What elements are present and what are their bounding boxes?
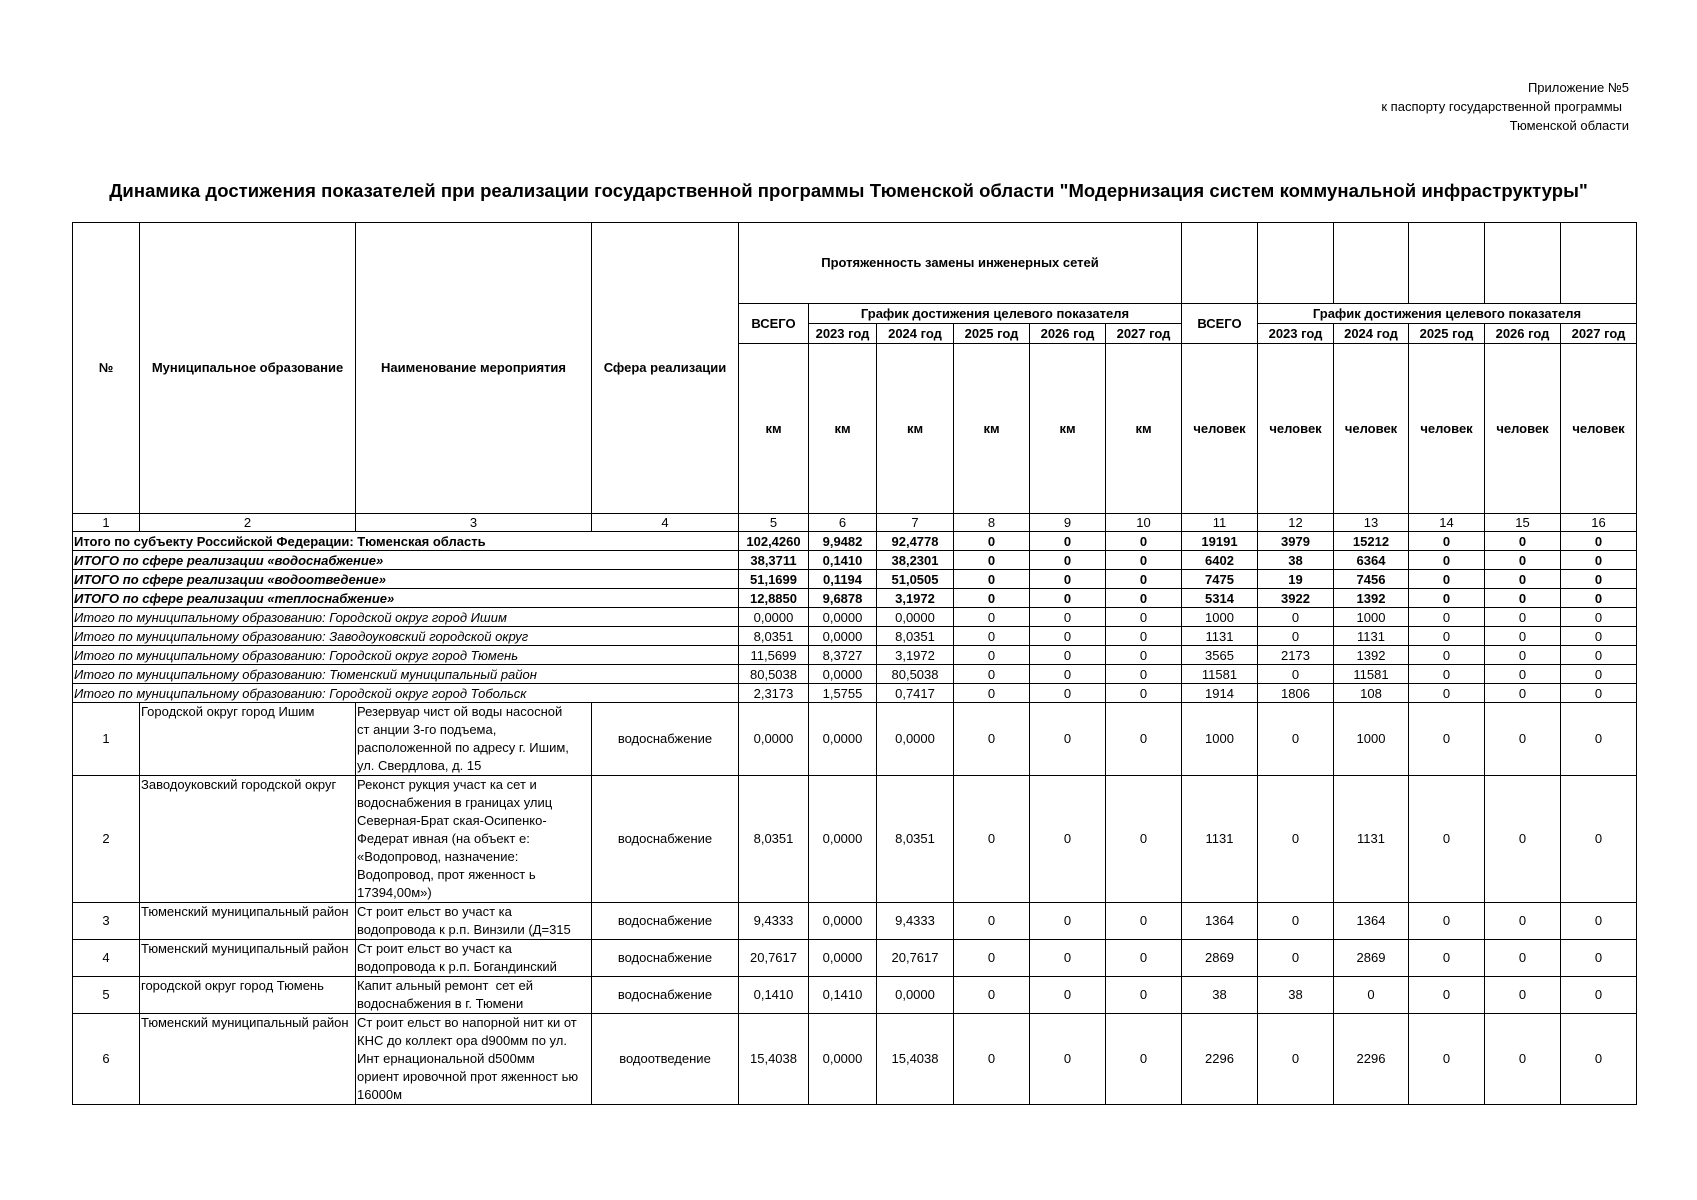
row-num: 6: [73, 1014, 140, 1105]
summary-value: 0: [1106, 665, 1182, 684]
row-value: 0: [1030, 776, 1106, 903]
summary-value: 0: [954, 665, 1030, 684]
summary-value: 0: [1485, 589, 1561, 608]
table-row: [73, 1014, 1637, 1105]
row-value: 0: [954, 776, 1030, 903]
summary-value: 80,5038: [877, 665, 954, 684]
header-year-people: 2023 год: [1258, 324, 1334, 344]
row-value: 1364: [1182, 903, 1258, 940]
header-empty-cell: [1485, 223, 1561, 304]
summary-value: 1392: [1334, 589, 1409, 608]
summary-value: 0: [1030, 627, 1106, 646]
column-number: 2: [140, 514, 356, 532]
summary-value: 0: [1485, 570, 1561, 589]
summary-label: Итого по муниципальному образованию: Заводоуковский городской округ: [73, 627, 739, 646]
summary-value: 0: [1409, 551, 1485, 570]
row-value: 0: [1485, 977, 1561, 1014]
column-number: 3: [356, 514, 592, 532]
summary-value: 8,0351: [877, 627, 954, 646]
header-sphere: Сфера реализации: [592, 223, 739, 514]
column-number: 15: [1485, 514, 1561, 532]
row-value: 0: [954, 977, 1030, 1014]
row-value: 0: [1106, 1014, 1182, 1105]
summary-label: Итого по муниципальному образованию: Городской округ город Тюмень: [73, 646, 739, 665]
unit-people: человек: [1409, 344, 1485, 514]
row-value: 1364: [1334, 903, 1409, 940]
row-value: 15,4038: [739, 1014, 809, 1105]
row-sphere: водоснабжение: [592, 703, 739, 776]
column-number: 13: [1334, 514, 1409, 532]
column-number: 9: [1030, 514, 1106, 532]
summary-value: 92,4778: [877, 532, 954, 551]
row-value: 0: [1106, 940, 1182, 977]
annex-line-3: Тюменской области: [1509, 118, 1629, 133]
summary-value: 0: [1561, 665, 1637, 684]
annex-line-1: Приложение №5: [1527, 80, 1629, 95]
row-value: 20,7617: [739, 940, 809, 977]
row-sphere: водоснабжение: [592, 903, 739, 940]
row-value: 0: [954, 1014, 1030, 1105]
column-number: 16: [1561, 514, 1637, 532]
row-value: 0,0000: [809, 1014, 877, 1105]
summary-value: 0: [1561, 627, 1637, 646]
summary-value: 0: [1409, 646, 1485, 665]
row-activity: Ст роит ельст во напорной нит ки от КНС до коллект ора d900мм по ул. Инт ернациональной d500мм ориент ировочной прот яженност ью 16000м: [356, 1014, 592, 1105]
row-value: 0: [1030, 940, 1106, 977]
summary-value: 0: [1106, 646, 1182, 665]
unit-km: км: [877, 344, 954, 514]
row-value: 0: [1258, 903, 1334, 940]
summary-value: 0,1410: [809, 551, 877, 570]
row-value: 9,4333: [739, 903, 809, 940]
header-schedule-people: График достижения целевого показателя: [1258, 304, 1637, 324]
row-value: 0: [1485, 903, 1561, 940]
summary-value: 0: [1030, 665, 1106, 684]
row-value: 0: [1561, 1014, 1637, 1105]
row-value: 0: [1561, 977, 1637, 1014]
summary-value: 0,0000: [809, 627, 877, 646]
summary-value: 0,7417: [877, 684, 954, 703]
summary-value: 8,0351: [739, 627, 809, 646]
summary-value: 0: [1485, 608, 1561, 627]
header-schedule-km: График достижения целевого показателя: [809, 304, 1182, 324]
summary-value: 11,5699: [739, 646, 809, 665]
header-empty-cell: [1182, 223, 1258, 304]
row-activity: Ст роит ельст во участ ка водопровода к р.п. Богандинский: [356, 940, 592, 977]
summary-value: 1392: [1334, 646, 1409, 665]
row-value: 0: [1561, 903, 1637, 940]
header-year-people: 2025 год: [1409, 324, 1485, 344]
summary-value: 0: [954, 589, 1030, 608]
summary-value: 0: [1485, 532, 1561, 551]
row-value: 0: [1409, 903, 1485, 940]
row-value: 0,0000: [809, 776, 877, 903]
document-title: Динамика достижения показателей при реализации государственной программы Тюменской области "Модернизация систем коммунальной инфраструктуры": [109, 180, 1588, 201]
summary-value: 0: [954, 684, 1030, 703]
row-value: 0,1410: [739, 977, 809, 1014]
summary-value: 80,5038: [739, 665, 809, 684]
summary-value: 0: [1409, 589, 1485, 608]
header-year-km: 2024 год: [877, 324, 954, 344]
row-value: 0: [1485, 940, 1561, 977]
summary-label: Итого по субъекту Российской Федерации: Тюменская область: [73, 532, 739, 551]
row-sphere: водоснабжение: [592, 776, 739, 903]
column-number: 10: [1106, 514, 1182, 532]
summary-label: Итого по муниципальному образованию: Тюменский муниципальный район: [73, 665, 739, 684]
header-group-km: Протяженность замены инженерных сетей: [739, 223, 1182, 304]
unit-people: человек: [1182, 344, 1258, 514]
header-year-people: 2026 год: [1485, 324, 1561, 344]
summary-value: 3922: [1258, 589, 1334, 608]
row-value: 8,0351: [739, 776, 809, 903]
summary-value: 51,1699: [739, 570, 809, 589]
row-value: 0: [1030, 703, 1106, 776]
column-number: 6: [809, 514, 877, 532]
summary-value: 11581: [1334, 665, 1409, 684]
unit-people: человек: [1334, 344, 1409, 514]
row-value: 0: [1409, 776, 1485, 903]
row-value: 0: [1409, 977, 1485, 1014]
summary-value: 0: [1561, 646, 1637, 665]
summary-value: 108: [1334, 684, 1409, 703]
row-value: 0: [1409, 940, 1485, 977]
header-year-people: 2027 год: [1561, 324, 1637, 344]
table-row: [73, 903, 1637, 940]
summary-value: 0: [1409, 627, 1485, 646]
row-num: 2: [73, 776, 140, 903]
row-municipality: городской округ город Тюмень: [140, 977, 356, 1014]
sphere-total-row: [73, 551, 1637, 570]
row-value: 0: [1258, 1014, 1334, 1105]
row-value: 0: [1030, 1014, 1106, 1105]
summary-value: 0: [1106, 589, 1182, 608]
summary-value: 0,0000: [739, 608, 809, 627]
row-value: 0,1410: [809, 977, 877, 1014]
header-empty-cell: [1334, 223, 1409, 304]
indicators-table: [72, 222, 1637, 1105]
row-value: 0: [1258, 703, 1334, 776]
summary-value: 1131: [1182, 627, 1258, 646]
summary-value: 0: [1561, 551, 1637, 570]
summary-value: 0: [1485, 551, 1561, 570]
row-num: 3: [73, 903, 140, 940]
row-value: 0: [1485, 1014, 1561, 1105]
column-number-row: [73, 514, 1637, 532]
row-value: 0: [954, 940, 1030, 977]
sphere-total-row: [73, 570, 1637, 589]
row-value: 0,0000: [877, 977, 954, 1014]
summary-value: 0,0000: [809, 665, 877, 684]
row-value: 1000: [1334, 703, 1409, 776]
row-value: 0: [1485, 703, 1561, 776]
summary-value: 2,3173: [739, 684, 809, 703]
summary-value: 0: [1258, 665, 1334, 684]
row-activity: Капит альный ремонт сет ей водоснабжения в г. Тюмени: [356, 977, 592, 1014]
header-total-km: ВСЕГО: [739, 304, 809, 344]
row-municipality: Тюменский муниципальный район: [140, 940, 356, 977]
summary-value: 8,3727: [809, 646, 877, 665]
summary-value: 1000: [1182, 608, 1258, 627]
unit-km: км: [1106, 344, 1182, 514]
summary-value: 0: [1561, 684, 1637, 703]
row-num: 5: [73, 977, 140, 1014]
row-value: 0: [954, 703, 1030, 776]
annex-line-2: к паспорту государственной программы: [1381, 99, 1622, 114]
row-value: 0,0000: [809, 903, 877, 940]
row-activity: Ст роит ельст во участ ка водопровода к р.п. Винзили (Д=315: [356, 903, 592, 940]
summary-value: 0: [1258, 608, 1334, 627]
row-value: 1000: [1182, 703, 1258, 776]
summary-value: 0: [1030, 532, 1106, 551]
row-value: 0: [1409, 703, 1485, 776]
summary-value: 0: [1030, 551, 1106, 570]
unit-km: км: [1030, 344, 1106, 514]
summary-value: 15212: [1334, 532, 1409, 551]
row-value: 0: [1485, 776, 1561, 903]
column-number: 12: [1258, 514, 1334, 532]
header-empty-cell: [1561, 223, 1637, 304]
row-value: 38: [1258, 977, 1334, 1014]
unit-km: км: [739, 344, 809, 514]
row-value: 0: [1561, 776, 1637, 903]
header-total-people: ВСЕГО: [1182, 304, 1258, 344]
header-activity: Наименование мероприятия: [356, 223, 592, 514]
row-sphere: водоснабжение: [592, 940, 739, 977]
total-row: [73, 532, 1637, 551]
row-value: 0: [1561, 703, 1637, 776]
summary-value: 1,5755: [809, 684, 877, 703]
row-value: 0: [1258, 940, 1334, 977]
summary-value: 0,0000: [809, 608, 877, 627]
annex-note: [1381, 78, 1629, 135]
summary-value: 0: [1485, 646, 1561, 665]
summary-value: 6364: [1334, 551, 1409, 570]
summary-value: 0: [954, 627, 1030, 646]
summary-value: 3,1972: [877, 646, 954, 665]
summary-value: 2173: [1258, 646, 1334, 665]
unit-people: человек: [1258, 344, 1334, 514]
summary-value: 6402: [1182, 551, 1258, 570]
column-number: 14: [1409, 514, 1485, 532]
summary-label: ИТОГО по сфере реализации «водоснабжение»: [73, 551, 739, 570]
column-number: 7: [877, 514, 954, 532]
row-value: 0: [1334, 977, 1409, 1014]
summary-value: 1000: [1334, 608, 1409, 627]
column-number: 8: [954, 514, 1030, 532]
column-number: 1: [73, 514, 140, 532]
row-sphere: водоснабжение: [592, 977, 739, 1014]
row-activity: Реконст рукция участ ка сет и водоснабжения в границах улиц Северная-Брат ская-Осипенко- Федерат ивная (на объект е: «Водопровод, назначение: Водопровод, прот яженност ь 17394,00м»): [356, 776, 592, 903]
header-year-km: 2025 год: [954, 324, 1030, 344]
summary-label: ИТОГО по сфере реализации «водоотведение»: [73, 570, 739, 589]
summary-value: 12,8850: [739, 589, 809, 608]
row-value: 20,7617: [877, 940, 954, 977]
summary-value: 38: [1258, 551, 1334, 570]
summary-label: ИТОГО по сфере реализации «теплоснабжение»: [73, 589, 739, 608]
row-value: 2296: [1182, 1014, 1258, 1105]
summary-value: 0: [1030, 684, 1106, 703]
summary-value: 0: [1106, 627, 1182, 646]
summary-value: 0: [954, 570, 1030, 589]
row-value: 0: [1106, 903, 1182, 940]
summary-value: 0: [1561, 589, 1637, 608]
header-num: №: [73, 223, 140, 514]
summary-value: 0: [1485, 627, 1561, 646]
column-number: 11: [1182, 514, 1258, 532]
table-row: [73, 776, 1637, 903]
table-header: [73, 223, 1637, 532]
municipality-total-row: [73, 646, 1637, 665]
summary-value: 0: [954, 646, 1030, 665]
row-municipality: Тюменский муниципальный район: [140, 1014, 356, 1105]
summary-value: 3565: [1182, 646, 1258, 665]
row-value: 8,0351: [877, 776, 954, 903]
row-activity: Резервуар чист ой воды насосной ст анции 3-го подъема, расположенной по адресу г. Ишим, ул. Свердлова, д. 15: [356, 703, 592, 776]
summary-value: 11581: [1182, 665, 1258, 684]
summary-value: 0: [1030, 589, 1106, 608]
column-number: 4: [592, 514, 739, 532]
summary-value: 0: [1409, 665, 1485, 684]
summary-value: 38,3711: [739, 551, 809, 570]
summary-value: 0: [1561, 532, 1637, 551]
summary-label: Итого по муниципальному образованию: Городской округ город Тобольск: [73, 684, 739, 703]
row-value: 38: [1182, 977, 1258, 1014]
row-value: 0,0000: [739, 703, 809, 776]
summary-value: 0,1194: [809, 570, 877, 589]
row-value: 2869: [1182, 940, 1258, 977]
row-value: 0: [1258, 776, 1334, 903]
summary-value: 0: [1106, 551, 1182, 570]
row-value: 2296: [1334, 1014, 1409, 1105]
unit-km: км: [954, 344, 1030, 514]
header-empty-cell: [1258, 223, 1334, 304]
column-number: 5: [739, 514, 809, 532]
row-municipality: Заводоуковский городской округ: [140, 776, 356, 903]
unit-km: км: [809, 344, 877, 514]
table-row: [73, 940, 1637, 977]
summary-value: 7456: [1334, 570, 1409, 589]
header-year-people: 2024 год: [1334, 324, 1409, 344]
header-municipality: Муниципальное образование: [140, 223, 356, 514]
summary-value: 0: [1106, 684, 1182, 703]
municipality-total-row: [73, 627, 1637, 646]
summary-value: 0: [1030, 608, 1106, 627]
summary-value: 0: [1106, 532, 1182, 551]
summary-value: 0: [1409, 684, 1485, 703]
header-row-1: [73, 223, 1637, 304]
row-value: 0: [1409, 1014, 1485, 1105]
summary-value: 0: [1030, 646, 1106, 665]
summary-value: 0: [1561, 570, 1637, 589]
row-value: 9,4333: [877, 903, 954, 940]
table-body: [73, 532, 1637, 1105]
summary-value: 0: [1030, 570, 1106, 589]
summary-value: 0: [1561, 608, 1637, 627]
summary-label: Итого по муниципальному образованию: Городской округ город Ишим: [73, 608, 739, 627]
row-sphere: водоотведение: [592, 1014, 739, 1105]
summary-value: 0: [1106, 608, 1182, 627]
summary-value: 1131: [1334, 627, 1409, 646]
unit-people: человек: [1561, 344, 1637, 514]
summary-value: 0: [1409, 570, 1485, 589]
municipality-total-row: [73, 684, 1637, 703]
row-value: 0: [1030, 977, 1106, 1014]
header-year-km: 2026 год: [1030, 324, 1106, 344]
summary-value: 0,0000: [877, 608, 954, 627]
summary-value: 0: [1409, 608, 1485, 627]
row-value: 1131: [1334, 776, 1409, 903]
summary-value: 3,1972: [877, 589, 954, 608]
summary-value: 0: [954, 608, 1030, 627]
row-num: 4: [73, 940, 140, 977]
summary-value: 0: [1409, 532, 1485, 551]
row-value: 0,0000: [809, 940, 877, 977]
summary-value: 0: [1485, 665, 1561, 684]
header-empty-cell: [1409, 223, 1485, 304]
row-value: 0: [1106, 703, 1182, 776]
row-value: 0,0000: [809, 703, 877, 776]
summary-value: 0: [954, 532, 1030, 551]
summary-value: 0: [1485, 684, 1561, 703]
summary-value: 19: [1258, 570, 1334, 589]
municipality-total-row: [73, 608, 1637, 627]
summary-value: 1914: [1182, 684, 1258, 703]
sphere-total-row: [73, 589, 1637, 608]
row-value: 0: [1030, 903, 1106, 940]
summary-value: 0: [954, 551, 1030, 570]
municipality-total-row: [73, 665, 1637, 684]
row-value: 0: [1561, 940, 1637, 977]
row-num: 1: [73, 703, 140, 776]
row-value: 0: [1106, 776, 1182, 903]
row-municipality: Городской округ город Ишим: [140, 703, 356, 776]
summary-value: 0: [1258, 627, 1334, 646]
summary-value: 7475: [1182, 570, 1258, 589]
row-value: 0: [1106, 977, 1182, 1014]
header-year-km: 2023 год: [809, 324, 877, 344]
row-value: 1131: [1182, 776, 1258, 903]
row-municipality: Тюменский муниципальный район: [140, 903, 356, 940]
unit-people: человек: [1485, 344, 1561, 514]
row-value: 0: [954, 903, 1030, 940]
table-row: [73, 703, 1637, 776]
summary-value: 1806: [1258, 684, 1334, 703]
summary-value: 5314: [1182, 589, 1258, 608]
row-value: 2869: [1334, 940, 1409, 977]
summary-value: 0: [1106, 570, 1182, 589]
summary-value: 19191: [1182, 532, 1258, 551]
summary-value: 3979: [1258, 532, 1334, 551]
summary-value: 9,6878: [809, 589, 877, 608]
table-row: [73, 977, 1637, 1014]
row-value: 0,0000: [877, 703, 954, 776]
summary-value: 102,4260: [739, 532, 809, 551]
row-value: 15,4038: [877, 1014, 954, 1105]
summary-value: 38,2301: [877, 551, 954, 570]
summary-value: 9,9482: [809, 532, 877, 551]
summary-value: 51,0505: [877, 570, 954, 589]
header-year-km: 2027 год: [1106, 324, 1182, 344]
